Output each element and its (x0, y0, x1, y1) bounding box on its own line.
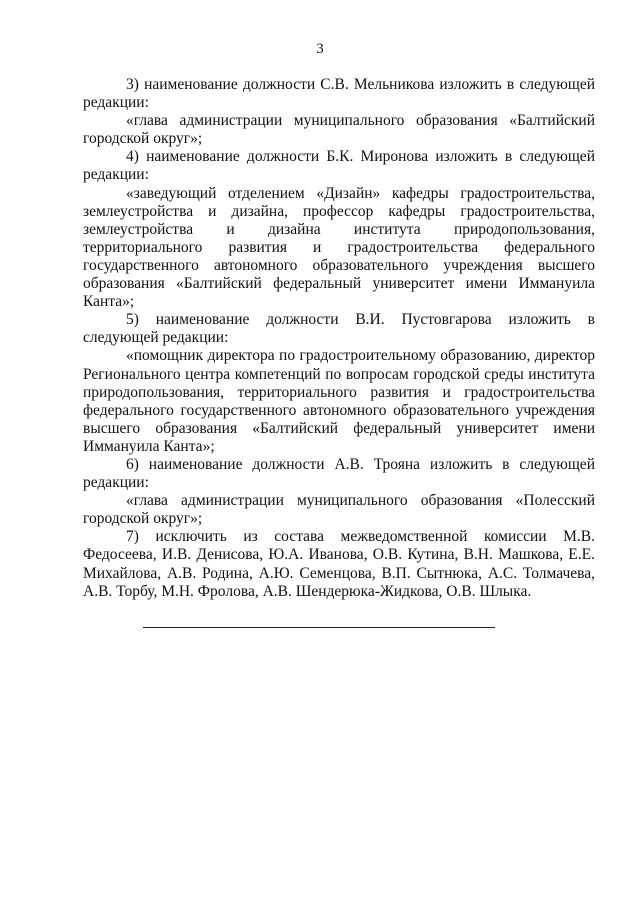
paragraph-item-3-heading: 3) наименование должности С.В. Мельникова изложить в следующей редакции: (83, 76, 595, 112)
document-body (83, 76, 595, 601)
closing-separator-line (143, 627, 495, 628)
paragraph-item-7: 7) исключить из состава межведомственной комиссии М.В. Федосеева, И.В. Денисова, Ю.А. Иванова, О.В. Кутина, В.Н. Машкова, Е.Е. Михайлова, А.В. Родина, А.Ю. Семенцова, В.П. Сытнюка, А.С. Толмачева, А.В. Торбу, М.Н. Фролова, А.В. Шендерюка-Жидкова, О.В. Шлыка. (83, 528, 595, 600)
page-number: 3 (316, 41, 324, 57)
paragraph-item-5-heading: 5) наименование должности В.И. Пустовгарова изложить в следующей редакции: (83, 311, 595, 347)
paragraph-item-4-text: «заведующий отделением «Дизайн» кафедры градостроительства, землеустройства и дизайна, профессор кафедры градостроительства, землеустройства и дизайна института природопользования, территориального развития и градостроительства федерального государственного автономного образовательного учреждения высшего образования «Балтийский федеральный университет имени Иммануила Канта»; (83, 184, 595, 311)
paragraph-item-3-text: «глава администрации муниципального образования «Балтийский городской округ»; (83, 112, 595, 148)
paragraph-item-5-text: «помощник директора по градостроительному образованию, директор Регионального центра компетенций по вопросам городской среды института природопользования, территориального развития и градостроительства федерального государственного автономного образовательного учреждения высшего образования «Балтийский федеральный университет имени Иммануила Канта»; (83, 347, 595, 455)
paragraph-item-6-text: «глава администрации муниципального образования «Полесский городской округ»; (83, 492, 595, 528)
paragraph-item-4-heading: 4) наименование должности Б.К. Миронова изложить в следующей редакции: (83, 148, 595, 184)
paragraph-item-6-heading: 6) наименование должности А.В. Трояна изложить в следующей редакции: (83, 455, 595, 492)
